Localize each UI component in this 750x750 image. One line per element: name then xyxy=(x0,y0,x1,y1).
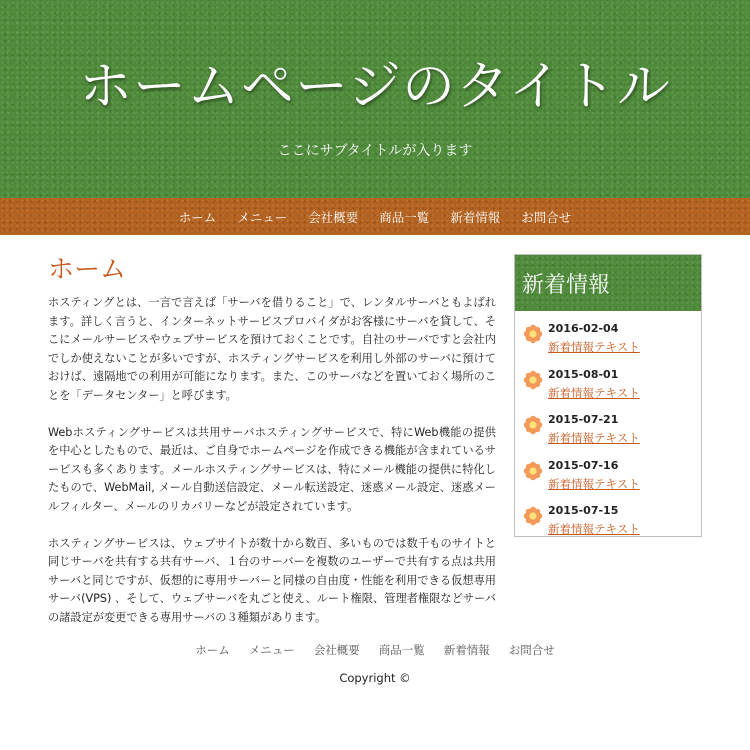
nav-item-company[interactable]: 会社概要 xyxy=(308,209,359,225)
nav-item-products[interactable]: 商品一覧 xyxy=(379,209,430,225)
flower-icon xyxy=(523,415,543,435)
footer-nav-company[interactable]: 会社概要 xyxy=(313,643,360,657)
news-sidebar xyxy=(514,254,702,537)
footer-nav-menu[interactable]: メニュー xyxy=(248,643,295,657)
news-date: 2015-07-21 xyxy=(548,413,619,426)
paragraph: ホスティングとは、一言で言えば「サーバを借りること」で、レンタルサーバともよばれます。詳しく言うと、インターネットサービスプロバイダがお客様にサーバを貸して、そこにメールサービスやウェブサービスを預けておくことです。自社のサーバですと会社内でしか使えないことが多いですが、ホスティングサービスを利用し外部のサーバに預けておけば、遠隔地での利用が可能になります。また、このサーバなどを置いておく場所のことを「データセンター」と呼びます。 xyxy=(48,296,496,402)
news-list xyxy=(515,311,701,545)
footer-nav-home[interactable]: ホーム xyxy=(195,643,230,657)
flower-icon xyxy=(523,370,543,390)
news-date: 2015-07-16 xyxy=(548,458,619,472)
main-content xyxy=(48,254,496,646)
site-title: ホームページのタイトル xyxy=(79,56,671,117)
news-item xyxy=(515,363,701,409)
flower-icon xyxy=(523,506,543,526)
nav-item-home[interactable]: ホーム xyxy=(178,209,217,225)
news-link[interactable]: 新着情報テキスト xyxy=(548,431,640,445)
nav-item-menu[interactable]: メニュー xyxy=(237,209,288,225)
site-header xyxy=(0,0,750,200)
flower-icon xyxy=(523,461,543,481)
news-item xyxy=(515,408,701,454)
footer-nav-products[interactable]: 商品一覧 xyxy=(378,643,425,657)
news-link[interactable]: 新着情報テキスト xyxy=(548,476,640,491)
news-date: 2016-02-04 xyxy=(548,322,619,335)
copyright: Copyright © xyxy=(339,671,411,685)
news-link[interactable]: 新着情報テキスト xyxy=(548,385,640,400)
news-link[interactable]: 新着情報テキスト xyxy=(548,522,640,536)
paragraph: Webホスティングサービスは共用サーバホスティングサービスで、特にWeb機能の提供を中心としたもので、最近は、ご自身でホームページを作成できる機能が含まれているサービスも多くあります。メールホスティングサービスは、特にメール機能の提供に特化したもので、WebMail, メール自動送信設定、メール転送設定、迷惑メール設定、迷惑メールフィルター、メールのリカバリーなどが設定されています。 xyxy=(48,425,496,513)
nav-item-news[interactable]: 新着情報 xyxy=(450,209,501,225)
sidebar-title: 新着情報 xyxy=(515,255,701,311)
nav-item-contact[interactable]: お問合せ xyxy=(521,209,572,225)
news-item xyxy=(515,317,701,363)
site-subtitle: ここにサブタイトルが入ります xyxy=(277,143,473,159)
global-nav xyxy=(0,198,750,235)
news-link[interactable]: 新着情報テキスト xyxy=(548,340,640,354)
footer-nav-news[interactable]: 新着情報 xyxy=(443,643,490,657)
news-date: 2015-07-15 xyxy=(548,504,619,517)
footer-nav-contact[interactable]: お問合せ xyxy=(508,643,555,657)
footer-nav xyxy=(0,642,750,658)
flower-icon xyxy=(523,324,543,344)
news-item xyxy=(515,499,701,545)
page-heading: ホーム xyxy=(48,255,127,285)
news-date: 2015-08-01 xyxy=(548,367,619,381)
news-item xyxy=(515,454,701,500)
paragraph: ホスティングサービスは、ウェブサイトが数十から数百、多いものでは数千ものサイトと同じサーバを共有する共有サーバ、１台のサーバーを複数のユーザーで共有する点は共用サーバと同じですが、仮想的に専用サーバーと同様の自由度・性能を利用できる仮想専用サーバ(VPS) 、そして、ウェブサーバを丸ごと使え、ルート権限、管理者権限などサーバの諸設定が変更できる専用サーバの３種類があります。 xyxy=(48,536,496,624)
